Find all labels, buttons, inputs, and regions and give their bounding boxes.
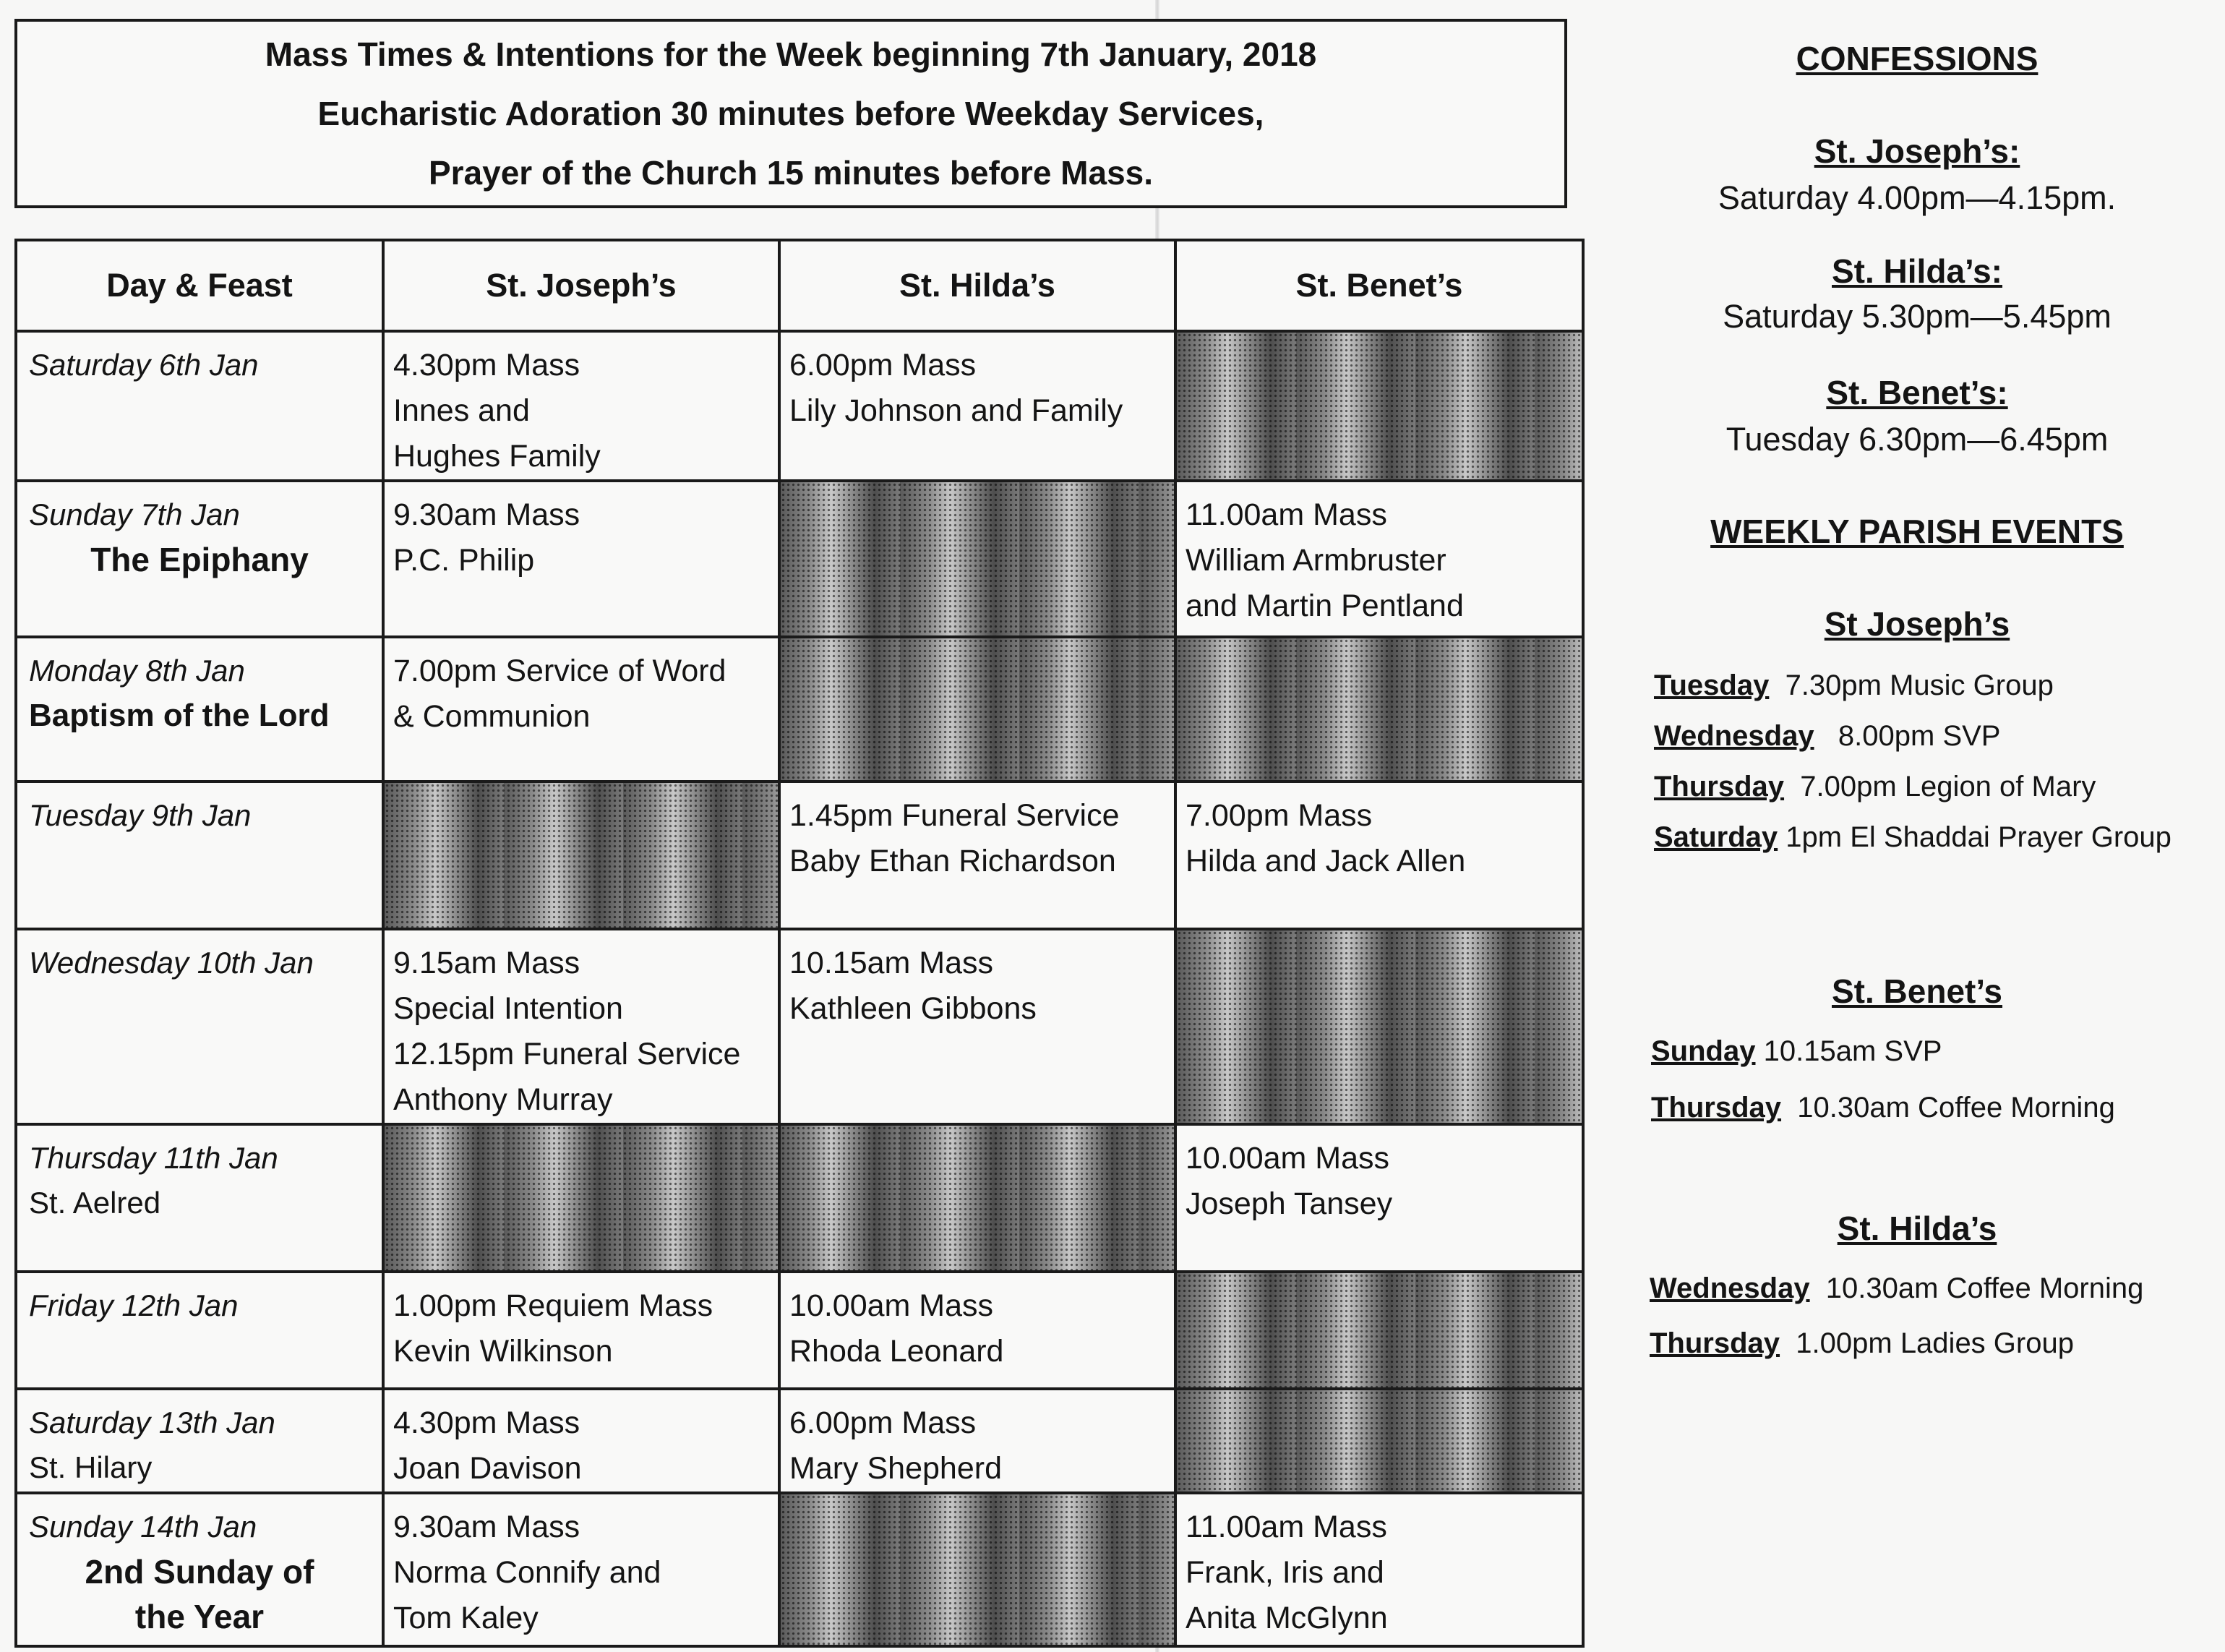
st-benet-entry — [1175, 1124, 1583, 1272]
column-header-st-benet: St. Benet’s — [1175, 240, 1583, 331]
events-heading: WEEKLY PARISH EVENTS — [1710, 513, 2124, 550]
intention: Kevin Wilkinson — [393, 1334, 613, 1369]
mass-time: 7.00pm Service of Word — [393, 654, 726, 688]
st-joseph-entry — [383, 1493, 779, 1646]
intention: Frank, Iris and — [1186, 1555, 1384, 1590]
event-text: 7.00pm Legion of Mary — [1800, 771, 2096, 803]
event-day: Sunday — [1651, 1035, 1756, 1067]
day-label: Monday 8th Jan — [29, 654, 245, 688]
event-item — [1654, 771, 2096, 803]
day-label: Sunday 14th Jan — [29, 1510, 257, 1544]
confessions-heading: CONFESSIONS — [1796, 40, 2038, 77]
event-text: 10.30am Coffee Morning — [1825, 1272, 2144, 1304]
feast-label: St. Aelred — [29, 1186, 161, 1220]
intention: P.C. Philip — [393, 543, 535, 578]
no-service-cell — [1175, 637, 1583, 782]
mass-time: 1.45pm Funeral Service — [789, 798, 1120, 833]
event-text: 8.00pm SVP — [1838, 720, 2001, 752]
day-label: Thursday 11th Jan — [29, 1141, 278, 1175]
day-label: Tuesday 9th Jan — [29, 798, 252, 832]
intention: Mary Shepherd — [789, 1451, 1002, 1486]
intention: Anthony Murray — [393, 1082, 613, 1117]
intention: William Armbruster — [1186, 543, 1446, 578]
table-row — [16, 782, 1583, 929]
mass-time: 9.30am Mass — [393, 497, 580, 532]
day-cell — [16, 481, 383, 637]
confession-st-hilda-time: Saturday 5.30pm—5.45pm — [1723, 298, 2112, 335]
event-day: Saturday — [1654, 821, 1778, 853]
table-row — [16, 1493, 1583, 1646]
intention: Hughes Family — [393, 439, 601, 474]
mass-time: 11.00am Mass — [1186, 1510, 1387, 1544]
no-service-cell — [1175, 929, 1583, 1124]
event-item — [1651, 1035, 1942, 1068]
day-label: Wednesday 10th Jan — [29, 946, 314, 980]
day-label: Saturday 13th Jan — [29, 1405, 275, 1439]
mass-time: 9.30am Mass — [393, 1510, 580, 1544]
day-label: Saturday 6th Jan — [29, 348, 259, 382]
event-item — [1654, 669, 2054, 702]
day-cell — [16, 1272, 383, 1389]
event-item — [1650, 1327, 2074, 1360]
mass-time: 6.00pm Mass — [789, 348, 977, 382]
feast-label: Baptism of the Lord — [29, 698, 330, 733]
no-service-cell — [779, 1124, 1175, 1272]
mass-time: 6.00pm Mass — [789, 1405, 977, 1440]
no-service-cell — [383, 782, 779, 929]
table-row — [16, 331, 1583, 481]
day-cell — [16, 637, 383, 782]
mass-time: 4.30pm Mass — [393, 1405, 580, 1440]
intention: Kathleen Gibbons — [789, 991, 1037, 1026]
st-hilda-entry — [779, 782, 1175, 929]
no-service-cell — [383, 1124, 779, 1272]
event-text: 10.15am SVP — [1763, 1035, 1942, 1067]
table-row — [16, 1124, 1583, 1272]
st-benet-entry — [1175, 481, 1583, 637]
mass-schedule-table — [14, 239, 1585, 1648]
mass-time: 11.00am Mass — [1186, 497, 1387, 532]
intention: Baby Ethan Richardson — [789, 844, 1116, 878]
no-service-cell — [779, 1493, 1175, 1646]
day-cell — [16, 331, 383, 481]
no-service-cell — [1175, 1272, 1583, 1389]
table-row — [16, 929, 1583, 1124]
table-header-row — [16, 240, 1583, 331]
events-st-benet-name: St. Benet’s — [1831, 972, 2003, 1010]
intention: Innes and — [393, 393, 530, 428]
no-service-cell — [1175, 331, 1583, 481]
day-label: Friday 12th Jan — [29, 1288, 239, 1322]
mass-time: 1.00pm Requiem Mass — [393, 1288, 713, 1323]
day-cell — [16, 1389, 383, 1493]
event-item — [1650, 1272, 2143, 1305]
events-st-joseph-name: St Joseph’s — [1824, 605, 2010, 643]
st-hilda-entry — [779, 1389, 1175, 1493]
event-item — [1654, 821, 2172, 854]
mass-time: 7.00pm Mass — [1186, 798, 1373, 833]
st-benet-entry — [1175, 782, 1583, 929]
day-cell — [16, 782, 383, 929]
table-row — [16, 637, 1583, 782]
header-adoration: Eucharistic Adoration 30 minutes before Weekday Services, — [317, 95, 1264, 132]
event-text: 1pm El Shaddai Prayer Group — [1785, 821, 2172, 853]
event-day: Thursday — [1654, 771, 1785, 803]
event-day: Wednesday — [1654, 720, 1814, 752]
intention: and Martin Pentland — [1186, 589, 1464, 623]
confession-st-hilda-name: St. Hilda’s: — [1832, 252, 2002, 290]
intention: Joan Davison — [393, 1451, 582, 1486]
mass-time: 10.00am Mass — [789, 1288, 994, 1323]
feast-label: The Epiphany — [90, 541, 309, 578]
st-hilda-entry — [779, 929, 1175, 1124]
header-prayer: Prayer of the Church 15 minutes before Mass. — [428, 154, 1154, 192]
event-item — [1654, 720, 2000, 753]
intention: Lily Johnson and Family — [789, 393, 1123, 428]
st-joseph-entry — [383, 1389, 779, 1493]
confession-st-joseph-time: Saturday 4.00pm—4.15pm. — [1718, 179, 2117, 216]
st-benet-entry — [1175, 1493, 1583, 1646]
feast-label: 2nd Sunday of the Year — [85, 1553, 314, 1635]
table-row — [16, 1389, 1583, 1493]
events-st-hilda-name: St. Hilda’s — [1837, 1210, 1997, 1247]
confession-st-joseph-name: St. Joseph’s: — [1814, 132, 2020, 170]
intention: Rhoda Leonard — [789, 1334, 1004, 1369]
intention: & Communion — [393, 699, 591, 734]
day-cell — [16, 929, 383, 1124]
st-joseph-entry — [383, 637, 779, 782]
mass-time: 10.15am Mass — [789, 946, 994, 980]
header-box — [14, 19, 1567, 208]
st-joseph-entry — [383, 481, 779, 637]
event-day: Tuesday — [1654, 669, 1770, 701]
intention: Tom Kaley — [393, 1601, 539, 1635]
event-item — [1651, 1092, 2115, 1124]
column-header-st-joseph: St. Joseph’s — [383, 240, 779, 331]
intention: Special Intention — [393, 991, 623, 1026]
day-cell — [16, 1493, 383, 1646]
mass-time: 10.00am Mass — [1186, 1141, 1390, 1176]
feast-label: St. Hilary — [29, 1450, 153, 1484]
intention: Joseph Tansey — [1186, 1186, 1393, 1221]
st-hilda-entry — [779, 1272, 1175, 1389]
event-text: 1.00pm Ladies Group — [1796, 1327, 2074, 1359]
event-day: Thursday — [1651, 1092, 1782, 1124]
intention: Norma Connify and — [393, 1555, 661, 1590]
table-row — [16, 481, 1583, 637]
mass-time: 9.15am Mass — [393, 946, 580, 980]
st-joseph-entry — [383, 929, 779, 1124]
no-service-cell — [779, 637, 1175, 782]
confession-st-benet-time: Tuesday 6.30pm—6.45pm — [1725, 421, 2109, 458]
intention: Anita McGlynn — [1186, 1601, 1388, 1635]
no-service-cell — [1175, 1389, 1583, 1493]
mass-time: 4.30pm Mass — [393, 348, 580, 382]
day-cell — [16, 1124, 383, 1272]
table-row — [16, 1272, 1583, 1389]
no-service-cell — [779, 481, 1175, 637]
column-header-day: Day & Feast — [16, 240, 383, 331]
st-hilda-entry — [779, 331, 1175, 481]
header-title: Mass Times & Intentions for the Week beginning 7th January, 2018 — [265, 35, 1317, 73]
event-text: 7.30pm Music Group — [1785, 669, 2054, 701]
event-day: Wednesday — [1650, 1272, 1810, 1304]
confession-st-benet-name: St. Benet’s: — [1826, 374, 2008, 411]
event-day: Thursday — [1650, 1327, 1780, 1359]
st-joseph-entry — [383, 1272, 779, 1389]
event-text: 10.30am Coffee Morning — [1797, 1092, 2115, 1124]
column-header-st-hilda: St. Hilda’s — [779, 240, 1175, 331]
intention: Hilda and Jack Allen — [1186, 844, 1466, 878]
mass-time: 12.15pm Funeral Service — [393, 1037, 741, 1071]
st-joseph-entry — [383, 331, 779, 481]
day-label: Sunday 7th Jan — [29, 497, 240, 531]
